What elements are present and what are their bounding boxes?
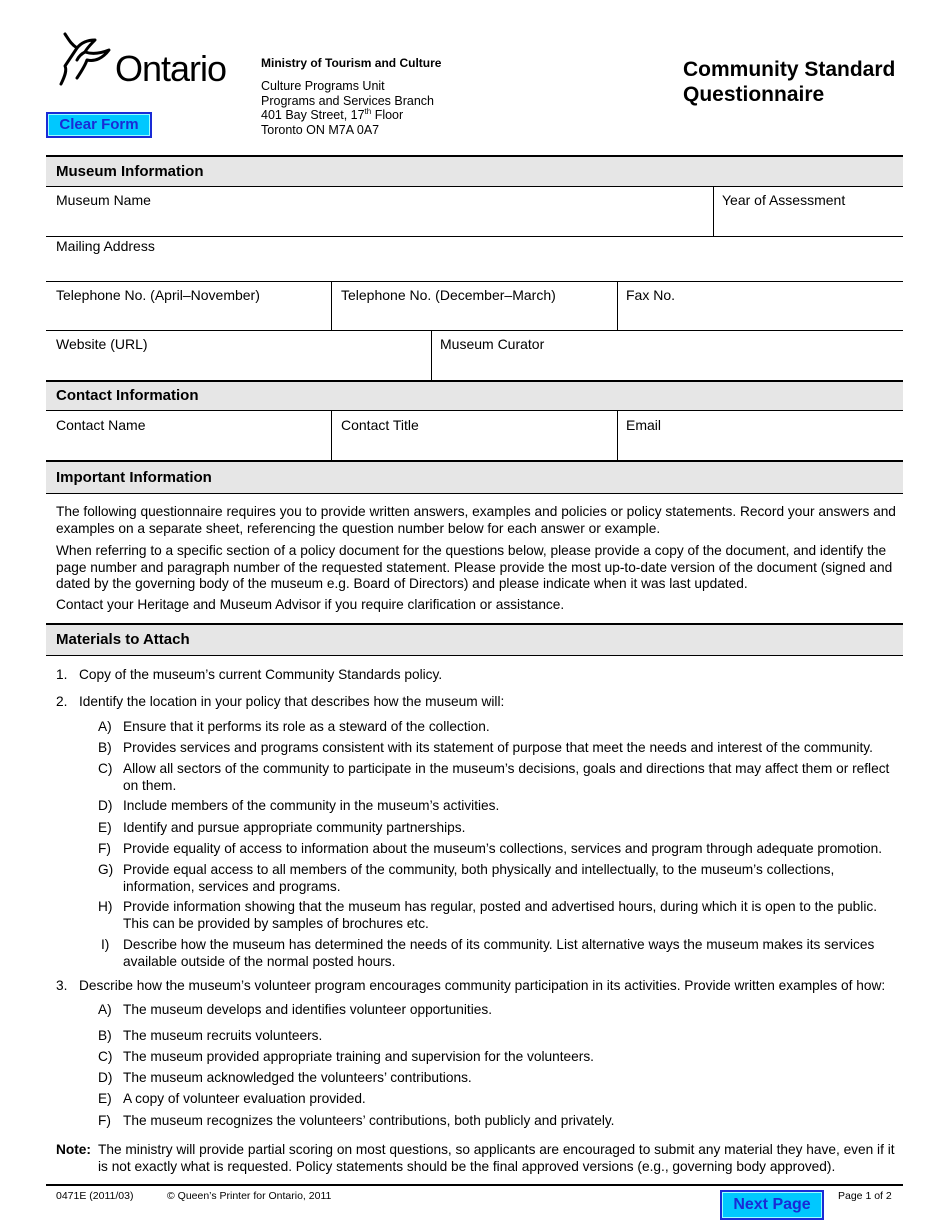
telephone-apr-nov-field[interactable]: Telephone No. (April–November) — [56, 287, 260, 303]
page-number: Page 1 of 2 — [838, 1190, 892, 1202]
important-paragraph-1: The following questionnaire requires you to provide written answers, examples and policies or policy statements. Record your answers and examples on a separate sheet, referencing the question number below for each answer or example. — [56, 504, 896, 536]
website-field[interactable]: Website (URL) — [56, 336, 148, 352]
ministry-address — [261, 79, 434, 137]
email-field[interactable]: Email — [626, 417, 662, 433]
museum-name-field[interactable]: Museum Name — [56, 192, 151, 208]
ministry-name: Ministry of Tourism and Culture — [261, 56, 442, 70]
section-important-information: Important Information — [46, 462, 903, 493]
ontario-logo — [55, 28, 235, 94]
mailing-address-field[interactable]: Mailing Address — [56, 238, 155, 254]
section-contact-information: Contact Information — [46, 382, 903, 410]
section-museum-information: Museum Information — [46, 157, 903, 186]
address-line-4: Toronto ON M7A 0A7 — [261, 122, 380, 137]
clear-form-button[interactable]: Clear Form — [46, 112, 152, 138]
important-paragraph-3: Contact your Heritage and Museum Advisor if you require clarification or assistance. — [56, 597, 565, 612]
section-materials-to-attach: Materials to Attach — [46, 625, 903, 655]
telephone-dec-mar-field[interactable]: Telephone No. (December–March) — [341, 287, 556, 303]
important-paragraph-2: When referring to a specific section of a policy document for the questions below, please provide a copy of the document, and identify the page number and paragraph number of the requested statement. Please provide the most up-to-date version of the document (signed and dated by the governing body of the museum e.g. Board of Directors) and please indicate when it was last updated. — [56, 543, 893, 591]
contact-name-field[interactable]: Contact Name — [56, 417, 146, 433]
address-line-1: Culture Programs Unit — [261, 79, 385, 93]
fax-field[interactable]: Fax No. — [626, 287, 676, 303]
trillium-icon — [55, 30, 117, 92]
address-line-2: Programs and Services Branch — [261, 93, 434, 108]
logo-wordmark: Ontario — [115, 48, 227, 89]
museum-curator-field[interactable]: Museum Curator — [440, 336, 545, 352]
year-of-assessment-field[interactable]: Year of Assessment — [722, 192, 846, 208]
copyright: © Queen’s Printer for Ontario, 2011 — [167, 1190, 332, 1202]
contact-title-field[interactable]: Contact Title — [341, 417, 419, 433]
document-title: Community Standard Questionnaire — [683, 58, 896, 106]
form-number: 0471E (2011/03) — [56, 1190, 134, 1202]
address-line-3: 401 Bay Street, 17th Floor — [261, 106, 404, 122]
next-page-button[interactable]: Next Page — [720, 1190, 824, 1220]
